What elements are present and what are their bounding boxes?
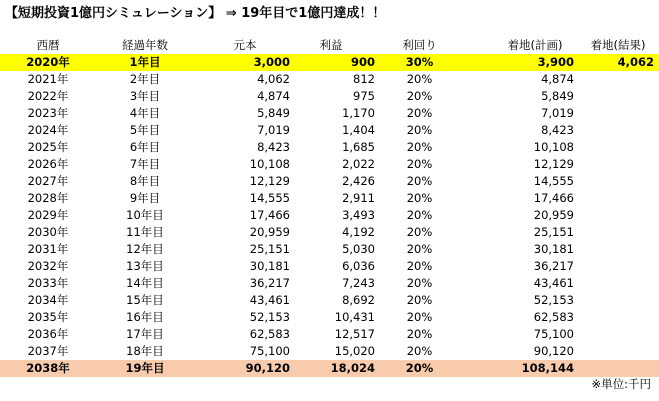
year-cell: 2030年 <box>27 225 69 239</box>
profit-cell: 4,192 <box>342 225 375 239</box>
plan-cell: 30,181 <box>533 242 574 256</box>
plan-cell: 75,100 <box>533 327 574 341</box>
table-row <box>0 275 659 292</box>
elapsed-cell: 7年目 <box>129 157 161 171</box>
elapsed-cell: 10年目 <box>126 208 164 222</box>
yield-cell: 20% <box>406 89 433 103</box>
elapsed-cell: 2年目 <box>129 72 161 86</box>
table-row <box>0 224 659 241</box>
elapsed-cell: 14年目 <box>126 276 164 290</box>
elapsed-cell: 4年目 <box>129 106 161 120</box>
profit-cell: 900 <box>350 55 375 69</box>
principal-cell: 25,151 <box>249 242 290 256</box>
elapsed-cell: 15年目 <box>126 293 164 307</box>
yield-cell: 20% <box>406 140 433 154</box>
plan-cell: 17,466 <box>533 191 574 205</box>
table-row <box>0 292 659 309</box>
principal-cell: 4,874 <box>257 89 290 103</box>
principal-cell: 62,583 <box>249 327 290 341</box>
principal-cell: 5,849 <box>257 106 290 120</box>
plan-cell: 3,900 <box>537 55 574 69</box>
yield-cell: 20% <box>406 276 433 290</box>
yield-cell: 20% <box>406 242 433 256</box>
table-row <box>0 207 659 224</box>
principal-cell: 90,120 <box>245 361 290 375</box>
plan-cell: 4,874 <box>541 72 574 86</box>
table-row <box>0 173 659 190</box>
profit-cell: 975 <box>353 89 375 103</box>
principal-cell: 14,555 <box>249 191 290 205</box>
elapsed-cell: 17年目 <box>126 327 164 341</box>
elapsed-cell: 1年目 <box>129 55 161 69</box>
principal-cell: 3,000 <box>253 55 290 69</box>
profit-cell: 812 <box>353 72 375 86</box>
table-row <box>0 122 659 139</box>
elapsed-cell: 8年目 <box>129 174 161 188</box>
plan-cell: 5,849 <box>541 89 574 103</box>
yield-cell: 20% <box>406 72 433 86</box>
year-cell: 2037年 <box>27 344 69 358</box>
table-row <box>0 326 659 343</box>
plan-cell: 8,423 <box>541 123 574 137</box>
elapsed-cell: 11年目 <box>126 225 164 239</box>
yield-cell: 20% <box>405 361 434 375</box>
plan-cell: 62,583 <box>533 310 574 324</box>
elapsed-cell: 5年目 <box>129 123 161 137</box>
elapsed-cell: 6年目 <box>129 140 161 154</box>
table-row <box>0 105 659 122</box>
year-cell: 2022年 <box>27 89 69 103</box>
principal-cell: 10,108 <box>249 157 290 171</box>
unit-note: ※単位:千円 <box>591 377 651 391</box>
year-cell: 2027年 <box>27 174 69 188</box>
year-cell: 2033年 <box>27 276 69 290</box>
plan-cell: 7,019 <box>541 106 574 120</box>
yield-cell: 20% <box>406 293 433 307</box>
yield-cell: 20% <box>406 123 433 137</box>
profit-cell: 7,243 <box>342 276 375 290</box>
year-cell: 2026年 <box>27 157 69 171</box>
plan-cell: 52,153 <box>533 293 574 307</box>
table-header-row <box>0 37 659 54</box>
profit-cell: 10,431 <box>334 310 375 324</box>
table-row <box>0 88 659 105</box>
yield-cell: 20% <box>406 174 433 188</box>
yield-cell: 20% <box>406 157 433 171</box>
principal-cell: 30,181 <box>249 259 290 273</box>
yield-cell: 20% <box>406 208 433 222</box>
yield-cell: 20% <box>406 259 433 273</box>
yield-cell: 20% <box>406 344 433 358</box>
profit-cell: 1,685 <box>342 140 375 154</box>
year-cell: 2024年 <box>27 123 69 137</box>
table-row <box>0 360 659 377</box>
table-row <box>0 71 659 88</box>
table-row <box>0 343 659 360</box>
principal-cell: 4,062 <box>257 72 290 86</box>
yield-cell: 20% <box>406 310 433 324</box>
elapsed-cell: 9年目 <box>129 191 161 205</box>
table-row <box>0 241 659 258</box>
year-cell: 2023年 <box>27 106 69 120</box>
table-row <box>0 190 659 207</box>
principal-cell: 7,019 <box>257 123 290 137</box>
year-cell: 2021年 <box>27 72 69 86</box>
year-cell: 2036年 <box>27 327 69 341</box>
elapsed-cell: 3年目 <box>129 89 161 103</box>
year-cell: 2029年 <box>27 208 69 222</box>
plan-cell: 10,108 <box>533 140 574 154</box>
year-cell: 2032年 <box>27 259 69 273</box>
principal-cell: 43,461 <box>249 293 290 307</box>
profit-cell: 2,022 <box>342 157 375 171</box>
table-row <box>0 156 659 173</box>
header-profit: 利益 <box>319 38 343 52</box>
profit-cell: 2,911 <box>342 191 375 205</box>
header-year: 西暦 <box>36 38 60 52</box>
yield-cell: 20% <box>406 106 433 120</box>
yield-cell: 20% <box>406 191 433 205</box>
page-title: 【短期投資1億円シミュレーション】 ⇒ 19年目で1億円達成！！ <box>5 6 386 21</box>
profit-cell: 1,404 <box>342 123 375 137</box>
table-row <box>0 54 659 71</box>
year-cell: 2025年 <box>27 140 69 154</box>
elapsed-cell: 16年目 <box>126 310 164 324</box>
profit-cell: 18,024 <box>330 361 375 375</box>
profit-cell: 8,692 <box>342 293 375 307</box>
plan-cell: 14,555 <box>533 174 574 188</box>
plan-cell: 90,120 <box>533 344 574 358</box>
plan-cell: 43,461 <box>533 276 574 290</box>
year-cell: 2034年 <box>27 293 69 307</box>
result-cell: 4,062 <box>617 55 654 69</box>
header-yield: 利回り <box>402 38 437 52</box>
profit-cell: 1,170 <box>342 106 375 120</box>
table-row <box>0 309 659 326</box>
elapsed-cell: 13年目 <box>126 259 164 273</box>
principal-cell: 17,466 <box>249 208 290 222</box>
simulation-table <box>0 37 659 377</box>
elapsed-cell: 18年目 <box>126 344 164 358</box>
profit-cell: 6,036 <box>342 259 375 273</box>
profit-cell: 12,517 <box>334 327 375 341</box>
table-row <box>0 139 659 156</box>
profit-cell: 5,030 <box>342 242 375 256</box>
plan-cell: 108,144 <box>521 361 574 375</box>
principal-cell: 36,217 <box>249 276 290 290</box>
plan-cell: 20,959 <box>533 208 574 222</box>
header-elapsed: 経過年数 <box>122 38 168 52</box>
principal-cell: 12,129 <box>249 174 290 188</box>
elapsed-cell: 12年目 <box>126 242 164 256</box>
plan-cell: 36,217 <box>533 259 574 273</box>
year-cell: 2028年 <box>27 191 69 205</box>
header-plan: 着地(計画) <box>507 38 563 52</box>
year-cell: 2020年 <box>26 55 70 69</box>
year-cell: 2031年 <box>27 242 69 256</box>
principal-cell: 8,423 <box>257 140 290 154</box>
year-cell: 2038年 <box>26 361 70 375</box>
yield-cell: 20% <box>406 225 433 239</box>
table-row <box>0 258 659 275</box>
header-result: 着地(結果) <box>590 38 646 52</box>
principal-cell: 52,153 <box>249 310 290 324</box>
principal-cell: 20,959 <box>249 225 290 239</box>
profit-cell: 15,020 <box>334 344 375 358</box>
profit-cell: 2,426 <box>342 174 375 188</box>
profit-cell: 3,493 <box>342 208 375 222</box>
yield-cell: 20% <box>406 327 433 341</box>
plan-cell: 25,151 <box>533 225 574 239</box>
elapsed-cell: 19年目 <box>125 361 165 375</box>
plan-cell: 12,129 <box>533 157 574 171</box>
header-principal: 元本 <box>233 38 257 52</box>
year-cell: 2035年 <box>27 310 69 324</box>
principal-cell: 75,100 <box>249 344 290 358</box>
yield-cell: 30% <box>405 55 434 69</box>
